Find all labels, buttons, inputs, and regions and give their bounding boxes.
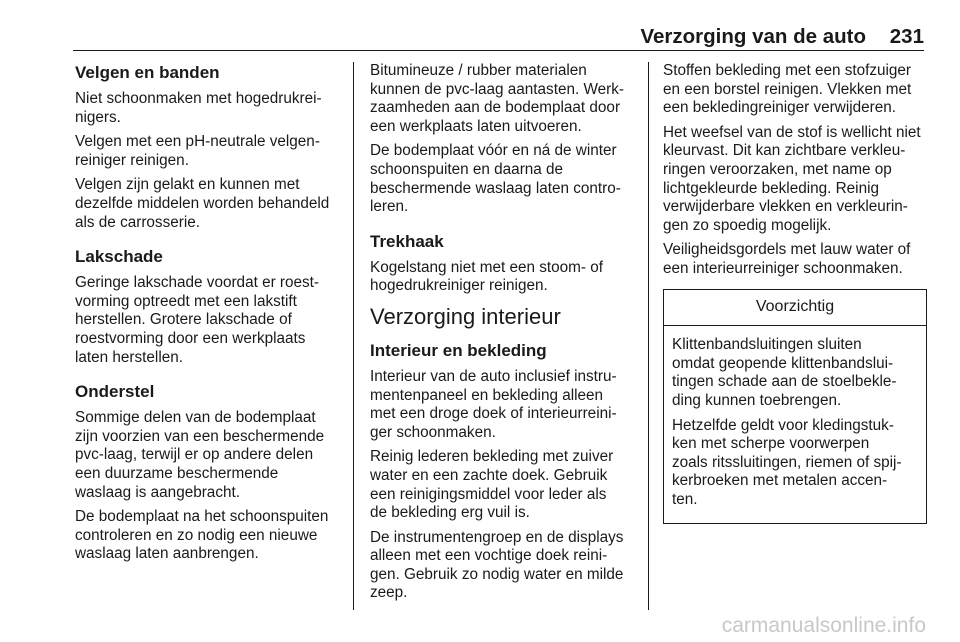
paragraph: De bodemplaat vóór en ná de winter schoonspuiten en daarna de beschermende waslaag laten contro- leren. [370,142,621,216]
paragraph: De instrumentengroep en de displays alleen met een vochtige doek reini- gen. Gebruik zo nodig water en milde zeep. [370,528,624,602]
caution-body [664,326,926,523]
caution-title: Voorzichtig [664,290,926,327]
caution-box [663,289,927,525]
heading-interieur-en-bekleding: Interieur en bekleding [370,340,547,360]
paragraph: Velgen met een pH-neutrale velgen- reiniger reinigen. [75,133,320,169]
paragraph: Stoffen bekleding met een stofzuiger en een borstel reinigen. Vlekken met een bekledingreiniger verwijderen. [663,62,912,117]
page-title: Verzorging van de auto [640,25,866,48]
column-3 [663,62,927,524]
column-2 [370,62,642,609]
column-1 [75,62,345,570]
paragraph: Veiligheidsgordels met lauw water of een interieurreiniger schoonmaken. [663,241,911,277]
paragraph: Reinig lederen bekleding met zuiver water en een zachte doek. Gebruik een reinigingsmiddel voor leder als de bekleding erg vuil is. [370,448,614,522]
column-divider-1 [353,62,354,610]
paragraph: Hetzelfde geldt voor kledingstuk- ken met scherpe voorwerpen zoals ritssluitingen, riemen of spij- kerbroeken met metalen accen- ten. [672,416,902,508]
paragraph: Interieur van de auto inclusief instru- mentenpaneel en bekleding alleen met een droge doek of interieurreini- ger schoonmaken. [370,367,617,441]
paragraph: Klittenbandsluitingen sluiten omdat geopende klittenbandslui- tingen schade aan de stoelbekle- ding kunnen toebrengen. [672,336,897,409]
paragraph: Bitumineuze / rubber materialen kunnen de pvc-laag aantasten. Werk- zaamheden aan de bodemplaat door een werkplaats laten uitvoeren. [370,62,624,135]
paragraph: Velgen zijn gelakt en kunnen met dezelfde middelen worden behandeld als de carrosserie. [75,176,330,231]
page-number: 231 [889,25,924,48]
page-header [73,22,924,51]
heading-lakschade: Lakschade [75,247,163,267]
column-divider-2 [648,62,649,610]
paragraph: Geringe lakschade voordat er roest- vorming optreedt met een lakstift herstellen. Grotere lakschade of roestvorming door een werkplaats laten herstellen. [75,274,320,366]
heading-onderstel: Onderstel [75,382,155,402]
paragraph: Niet schoonmaken met hogedrukrei- nigers. [75,90,322,126]
heading-verzorging-interieur: Verzorging interieur [370,303,561,329]
heading-trekhaak: Trekhaak [370,231,444,251]
watermark: carmanualsonline.info [721,614,926,637]
heading-velgen-en-banden: Velgen en banden [75,63,220,82]
paragraph: De bodemplaat na het schoonspuiten controleren en zo nodig een nieuwe waslaag laten aanbrengen. [75,508,329,563]
paragraph: Kogelstang niet met een stoom- of hogedrukreiniger reinigen. [370,258,603,295]
paragraph: Sommige delen van de bodemplaat zijn voorzien van een beschermende pvc-laag, terwijl er op andere delen een duurzame beschermende waslaag is aangebracht. [75,409,325,501]
paragraph: Het weefsel van de stof is wellicht niet kleurvast. Dit kan zichtbare verkleu- ringen veroorzaken, met name op lichtgekleurde bekleding. Reinig verwijderbare vlekken en verkleurin- gen zo spoedig mogelijk. [663,123,921,234]
